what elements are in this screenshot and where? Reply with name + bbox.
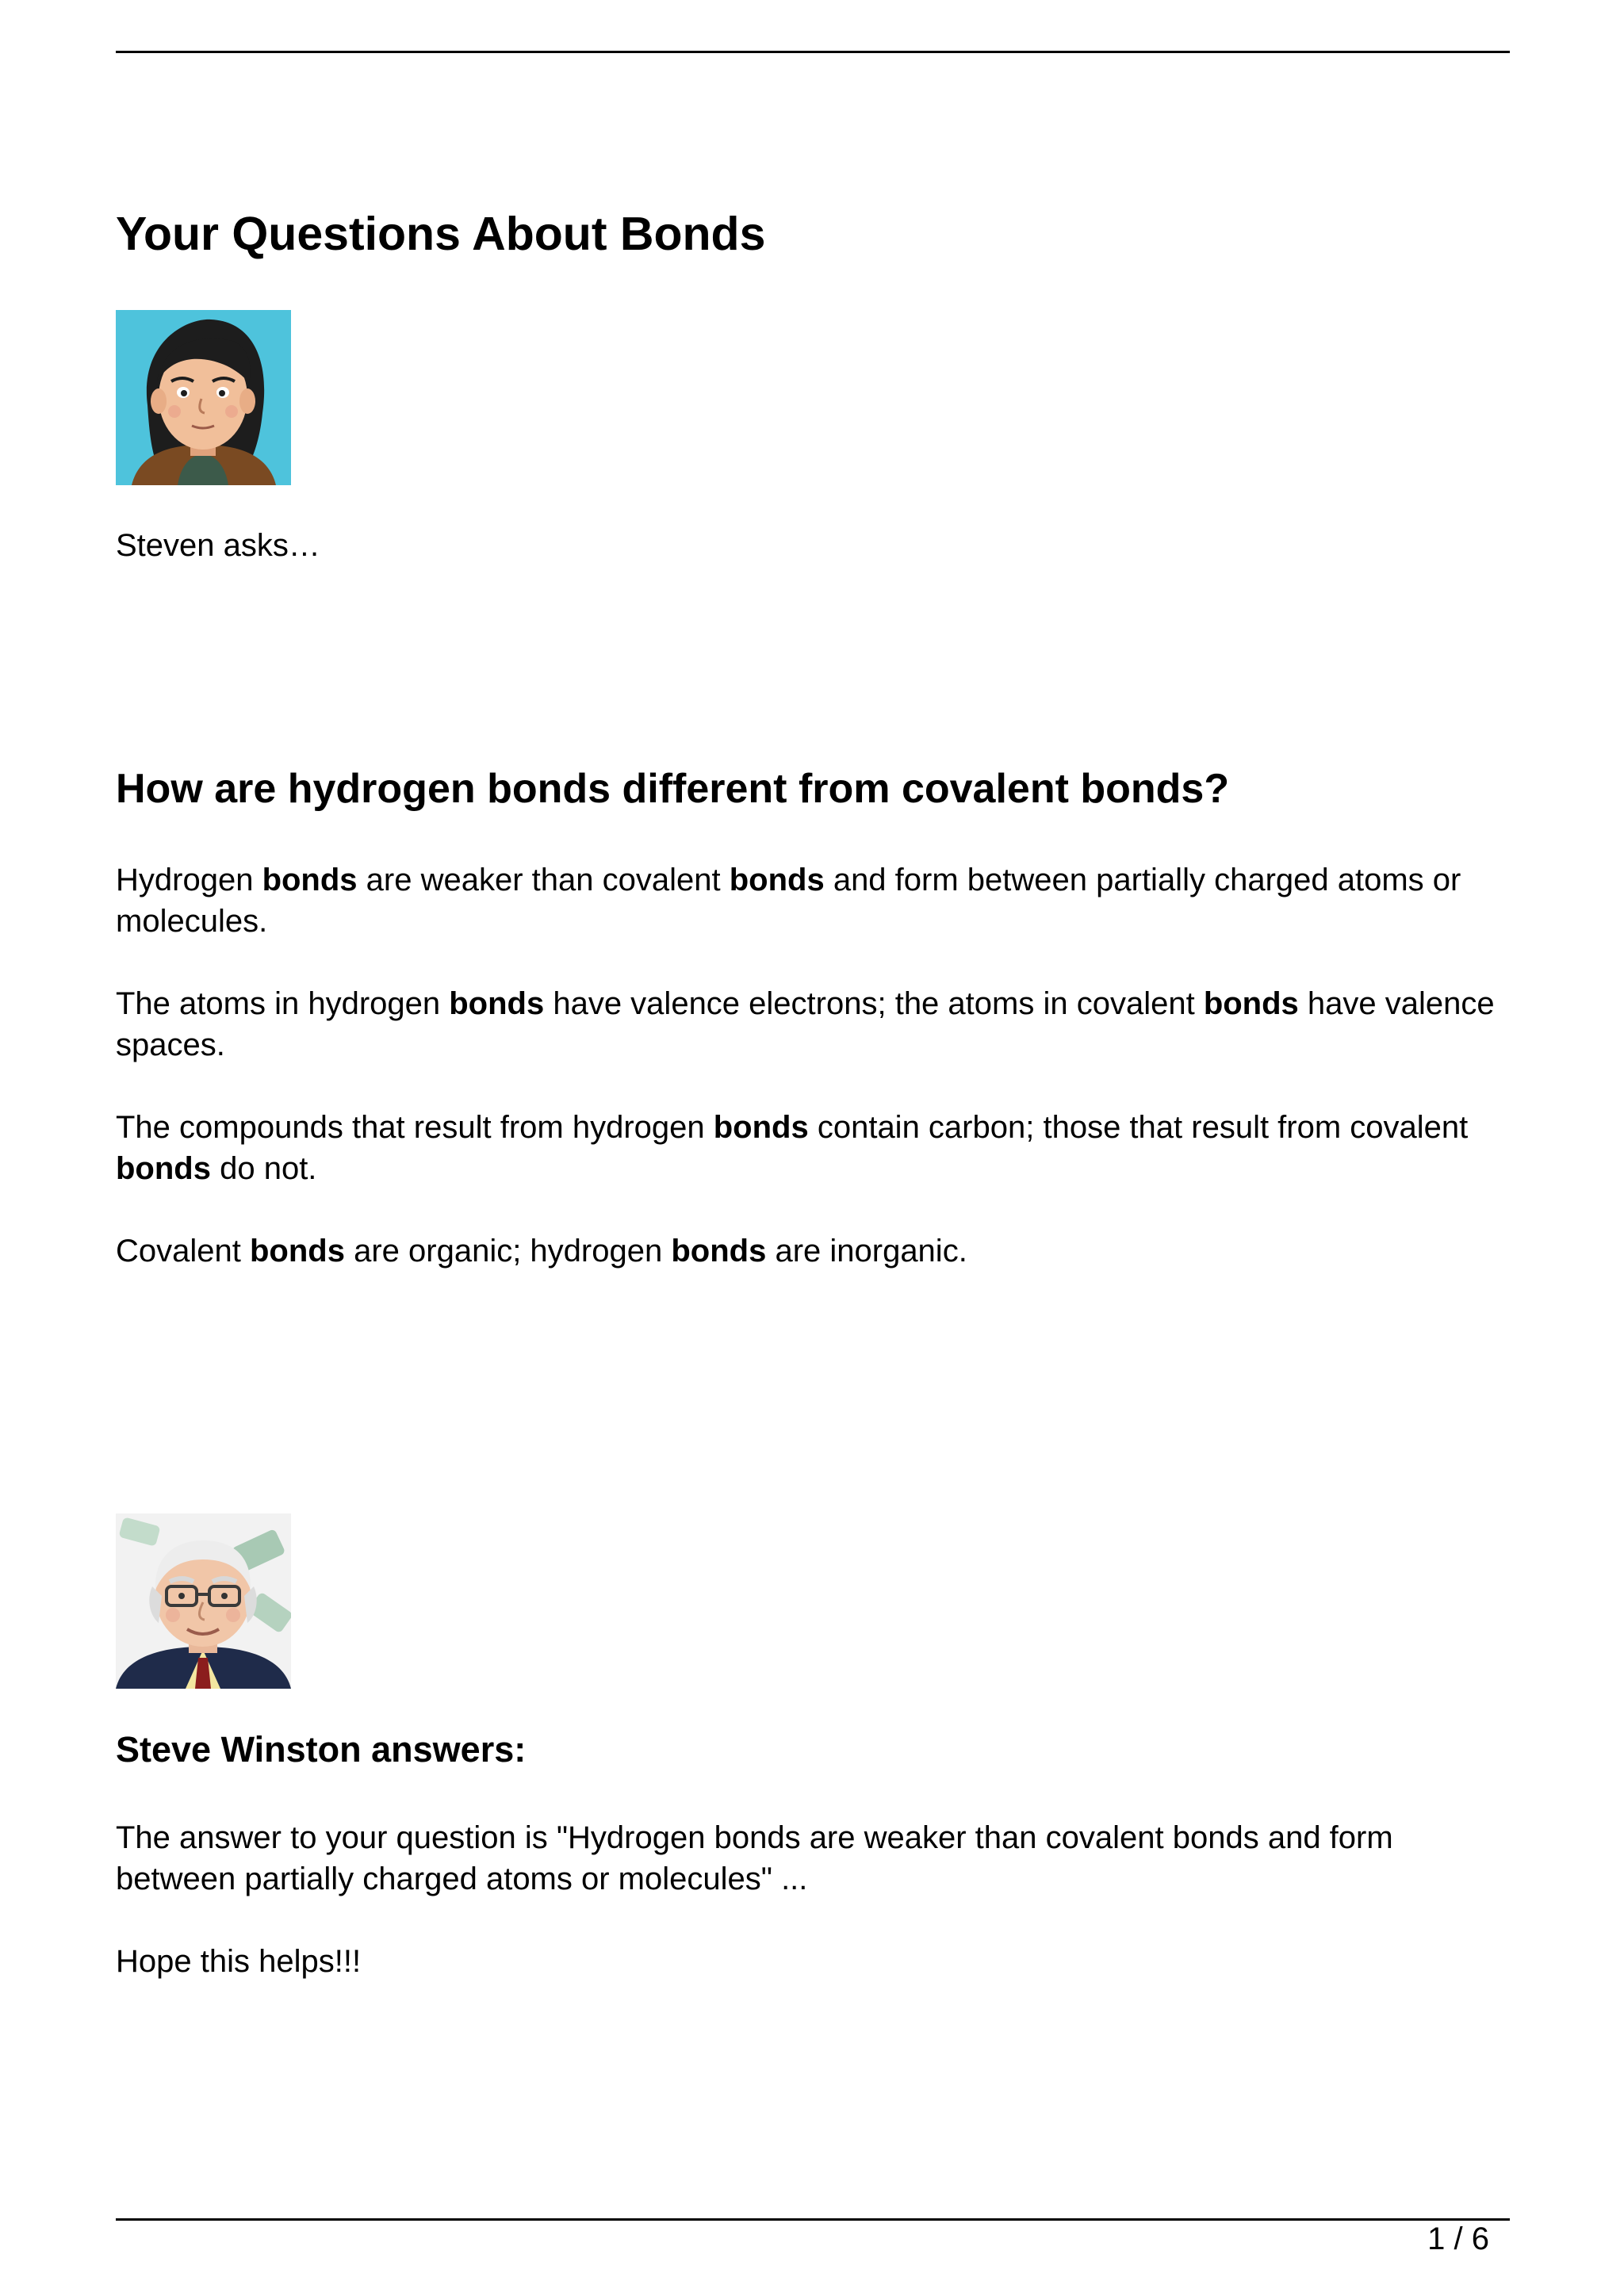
answer-text: Hydrogen	[116, 863, 262, 897]
elderly-man-with-glasses-avatar-icon	[116, 1513, 291, 1689]
keyword-bold: bonds	[262, 863, 358, 897]
keyword-bold: bonds	[449, 986, 545, 1021]
answer-text: Covalent	[116, 1234, 250, 1269]
answerer-avatar	[116, 1513, 291, 1689]
answer-option	[116, 859, 1519, 942]
answer-text: and form between partially charged atoms or molecules.	[116, 863, 1461, 939]
answer-option	[116, 1107, 1519, 1189]
asker-label: Steven asks…	[116, 528, 320, 563]
keyword-bold: bonds	[1203, 986, 1299, 1021]
keyword-bold: bonds	[671, 1234, 767, 1269]
header-rule	[116, 51, 1510, 53]
page-number: 1 / 6	[1427, 2221, 1489, 2256]
answer-text: are weaker than covalent	[357, 863, 730, 897]
answer-paragraph: Hope this helps!!!	[116, 1944, 362, 1979]
keyword-bold: bonds	[116, 1151, 211, 1186]
cartoon-woman-avatar-icon	[116, 310, 291, 485]
answer-option	[116, 983, 1519, 1066]
answer-option	[116, 1230, 1519, 1272]
keyword-bold: bonds	[249, 1234, 345, 1269]
answer-text: The compounds that result from hydrogen	[116, 1110, 714, 1145]
answer-text: are inorganic.	[766, 1234, 967, 1269]
page-title: Your Questions About Bonds	[116, 208, 766, 260]
asker-avatar	[116, 310, 291, 485]
answer-options	[116, 859, 1519, 1313]
keyword-bold: bonds	[713, 1110, 809, 1145]
question-title: How are hydrogen bonds different from covalent bonds?	[116, 766, 1230, 812]
answer-text: have valence spaces.	[116, 986, 1495, 1062]
answer-text: The atoms in hydrogen	[116, 986, 450, 1021]
answer-text: do not.	[210, 1151, 317, 1186]
footer-rule	[116, 2218, 1510, 2221]
answer-text: contain carbon; those that result from covalent	[808, 1110, 1469, 1145]
keyword-bold: bonds	[729, 863, 825, 897]
answer-text: have valence electrons; the atoms in covalent	[544, 986, 1204, 1021]
answerer-heading: Steve Winston answers:	[116, 1729, 527, 1770]
answer-text: are organic; hydrogen	[344, 1234, 672, 1269]
answer-body	[116, 1817, 1519, 2023]
answer-paragraph: The answer to your question is "Hydrogen bonds are weaker than covalent bonds and form between partially charged atoms or molecules" ...	[116, 1820, 1393, 1896]
